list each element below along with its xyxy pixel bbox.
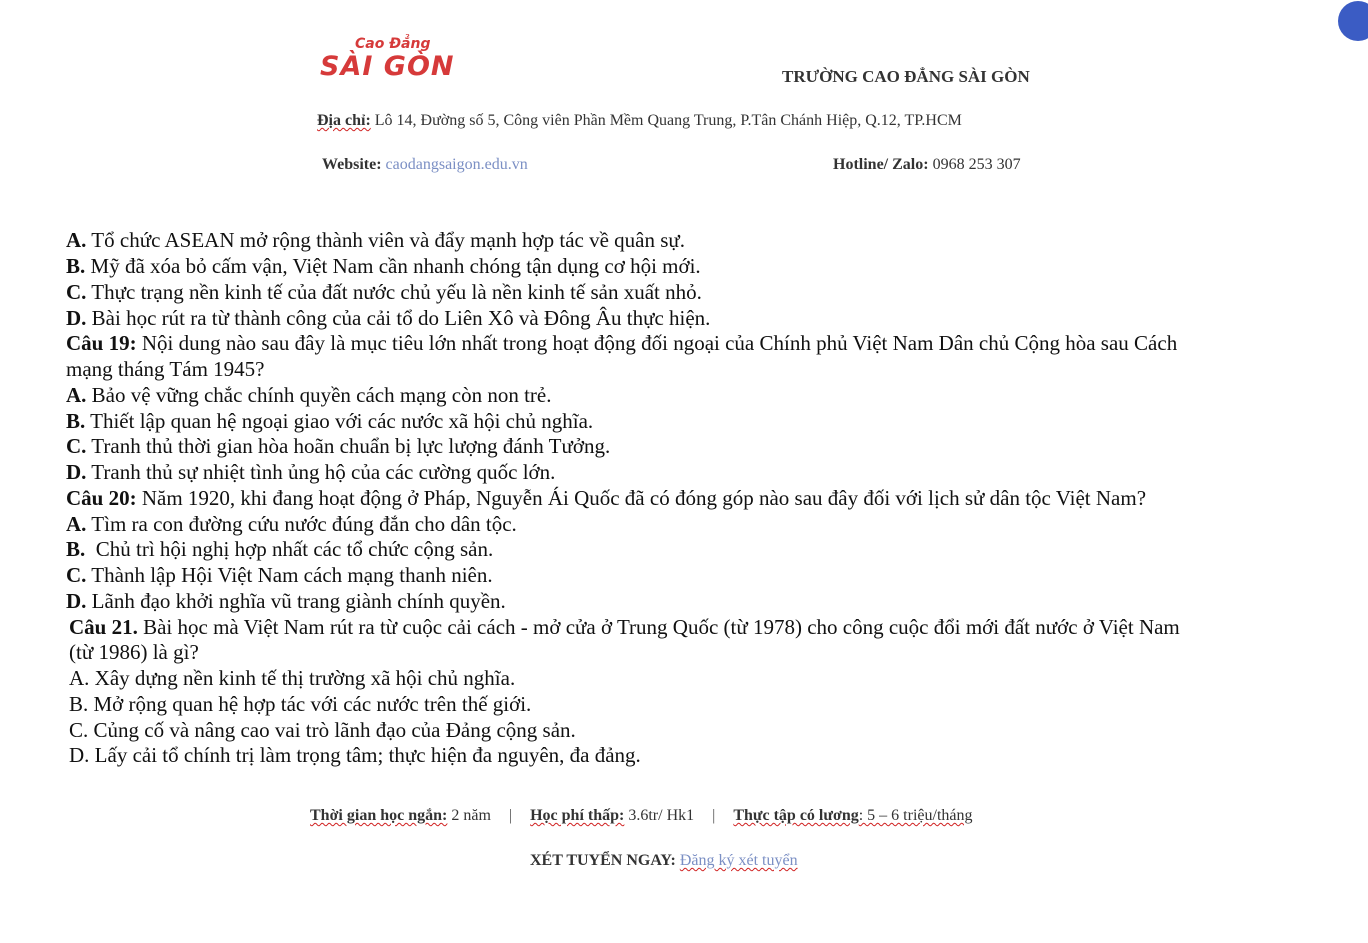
answer-text: B. Mở rộng quan hệ hợp tác với các nước trên thế giới. — [69, 692, 532, 716]
tuition-value: 3.6tr/ Hk1 — [624, 807, 695, 824]
question-text: mạng tháng Tám 1945? — [66, 357, 265, 381]
answer-line — [66, 563, 493, 589]
answer-line — [66, 254, 701, 280]
apply-label: XÉT TUYỂN NGAY: — [530, 852, 676, 869]
answer-line — [69, 692, 531, 718]
answer-text: Thành lập Hội Việt Nam cách mạng thanh niên. — [86, 563, 493, 587]
website-link[interactable]: caodangsaigon.edu.vn — [385, 156, 528, 173]
question-text: (từ 1986) là gì? — [69, 640, 199, 664]
website-line — [322, 156, 528, 174]
answer-letter: C. — [66, 563, 87, 587]
answer-text: Tranh thủ thời gian hòa hoãn chuẩn bị lực lượng đánh Tưởng. — [86, 434, 611, 458]
question-20 — [66, 486, 1146, 512]
answer-letter: A. — [66, 383, 87, 407]
answer-text: C. Củng cố và nâng cao vai trò lãnh đạo của Đảng cộng sản. — [69, 718, 576, 742]
answer-line — [66, 512, 517, 538]
answer-letter: B. — [66, 254, 86, 278]
hotline-value: 0968 253 307 — [928, 156, 1021, 173]
logo-subtitle: Cao Đẳng — [355, 36, 431, 52]
answer-letter: C. — [66, 434, 87, 458]
question-number: Câu 19: — [66, 331, 137, 355]
question-text: Bài học mà Việt Nam rút ra từ cuộc cải cách - mở cửa ở Trung Quốc (từ 1978) cho công cuộc đổi mới đất nước ở Việt Nam — [137, 615, 1180, 639]
answer-text: Thiết lập quan hệ ngoại giao với các nước xã hội chủ nghĩa. — [85, 409, 594, 433]
answer-line — [69, 743, 641, 769]
answer-line — [66, 280, 702, 306]
question-text: Nội dung nào sau đây là mục tiêu lớn nhất trong hoạt động đối ngoại của Chính phủ Việt Nam Dân chủ Cộng hòa sau Cách — [136, 331, 1178, 355]
internship-value: : 5 – 6 triệu/tháng — [858, 807, 973, 824]
answer-letter: D. — [66, 460, 87, 484]
answer-text: Tìm ra con đường cứu nước đúng đắn cho dân tộc. — [86, 512, 517, 536]
hotline-label: Hotline/ Zalo: — [833, 156, 929, 173]
website-label: Website: — [322, 156, 382, 173]
question-number: Câu 21. — [69, 615, 138, 639]
answer-letter: B. — [66, 409, 86, 433]
answer-line — [69, 666, 515, 692]
tuition-label: Học phí thấp: — [530, 807, 625, 824]
answer-letter: D. — [66, 589, 87, 613]
answer-text: Mỹ đã xóa bỏ cấm vận, Việt Nam cần nhanh chóng tận dụng cơ hội mới. — [85, 254, 701, 278]
answer-text: Tranh thủ sự nhiệt tình ủng hộ của các cường quốc lớn. — [86, 460, 556, 484]
answer-line — [66, 434, 610, 460]
school-name: TRƯỜNG CAO ĐẲNG SÀI GÒN — [782, 67, 1030, 86]
answer-line — [66, 306, 710, 332]
answer-line — [66, 460, 555, 486]
answer-line — [69, 718, 576, 744]
answer-text: Thực trạng nền kinh tế của đất nước chủ yếu là nền kinh tế sản xuất nhỏ. — [86, 280, 702, 304]
answer-line — [66, 589, 506, 615]
answer-letter: A. — [66, 228, 87, 252]
answer-letter: B. — [66, 537, 86, 561]
question-21 — [69, 615, 1180, 641]
answer-letter: A. — [66, 512, 87, 536]
answer-letter: C. — [66, 280, 87, 304]
footer-separator: | — [508, 807, 513, 824]
answer-text: A. Xây dựng nền kinh tế thị trường xã hội chủ nghĩa. — [69, 666, 516, 690]
answer-line — [66, 537, 493, 563]
apply-line — [530, 852, 798, 870]
address-value: Lô 14, Đường số 5, Công viên Phần Mềm Quang Trung, P.Tân Chánh Hiệp, Q.12, TP.HCM — [370, 112, 962, 129]
answer-line — [66, 228, 685, 254]
internship-label: Thực tập có lương — [733, 807, 859, 824]
answer-text: Lãnh đạo khởi nghĩa vũ trang giành chính quyền. — [86, 589, 506, 613]
study-time-label: Thời gian học ngắn: — [310, 807, 448, 824]
footer-separator: | — [712, 807, 716, 824]
answer-text: Bài học rút ra từ thành công của cải tổ do Liên Xô và Đông Âu thực hiện. — [86, 306, 711, 330]
study-time-value: 2 năm — [447, 807, 491, 824]
answer-line — [66, 383, 551, 409]
answer-text: Chủ trì hội nghị hợp nhất các tổ chức cộng sản. — [85, 537, 494, 561]
answer-text: Tổ chức ASEAN mở rộng thành viên và đẩy mạnh hợp tác về quân sự. — [86, 228, 686, 252]
floating-action-button[interactable] — [1338, 1, 1368, 41]
question-19 — [66, 331, 1177, 357]
address-line — [317, 112, 962, 130]
logo-title: SÀI GÒN — [320, 51, 455, 82]
apply-link[interactable]: Đăng ký xét tuyển — [679, 852, 798, 869]
hotline-line — [833, 156, 1021, 174]
question-number: Câu 20: — [66, 486, 137, 510]
question-19-cont — [66, 357, 265, 383]
question-21-cont — [69, 640, 199, 666]
address-label: Địa chỉ: — [317, 112, 371, 129]
question-text: Năm 1920, khi đang hoạt động ở Pháp, Nguyễn Ái Quốc đã có đóng góp nào sau đây đối với lịch sử dân tộc Việt Nam? — [136, 486, 1147, 510]
answer-line — [66, 409, 593, 435]
answer-letter: D. — [66, 306, 87, 330]
answer-text: Bảo vệ vững chắc chính quyền cách mạng còn non trẻ. — [86, 383, 552, 407]
answer-text: D. Lấy cải tổ chính trị làm trọng tâm; thực hiện đa nguyên, đa đảng. — [69, 743, 641, 767]
footer-info — [310, 807, 973, 825]
